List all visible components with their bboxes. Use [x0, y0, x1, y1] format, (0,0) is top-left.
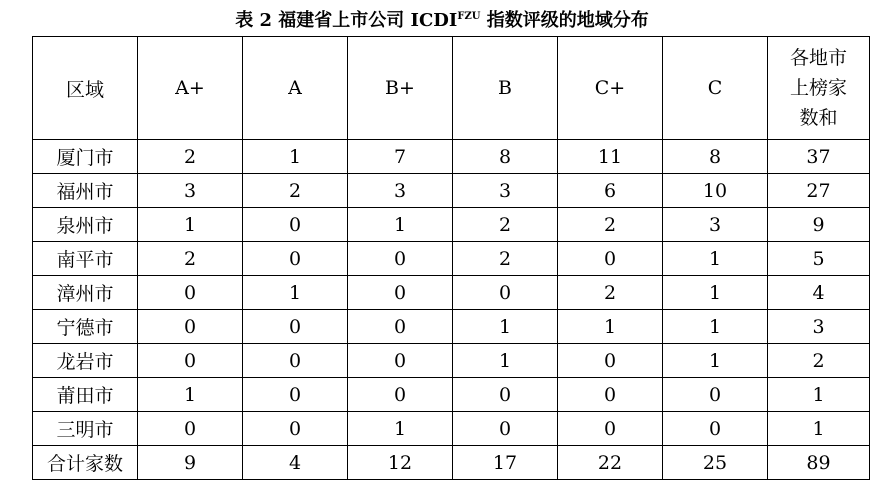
- grade-count-cell: 2: [558, 276, 663, 310]
- grade-count-cell: 1: [138, 208, 243, 242]
- total-cell: 89: [768, 446, 870, 480]
- grade-count-cell: 0: [558, 378, 663, 412]
- grade-count-cell: 1: [663, 276, 768, 310]
- table-row: [33, 208, 870, 242]
- header-total-line: 上榜家: [789, 77, 847, 99]
- grade-count-cell: 0: [243, 310, 348, 344]
- grade-count-cell: 3: [663, 208, 768, 242]
- grade-count-cell: 2: [138, 242, 243, 276]
- grade-count-cell: 1: [663, 344, 768, 378]
- grade-count-cell: 0: [348, 378, 453, 412]
- table-row: [33, 242, 870, 276]
- region-cell: 宁德市: [33, 310, 138, 344]
- grade-count-cell: 0: [243, 412, 348, 446]
- grade-count-cell: 0: [558, 344, 663, 378]
- grade-count-cell: 2: [453, 208, 558, 242]
- grade-count-cell: 0: [138, 344, 243, 378]
- header-total: [768, 37, 870, 140]
- grade-count-cell: 2: [558, 208, 663, 242]
- grade-count-cell: 0: [348, 310, 453, 344]
- caption-prefix: 表 2 福建省上市公司 ICDI: [235, 10, 458, 31]
- grade-count-cell: 0: [138, 412, 243, 446]
- table-caption: [0, 5, 884, 33]
- header-grade-b-plus: B+: [348, 37, 453, 140]
- grade-count-cell: 0: [558, 412, 663, 446]
- total-cell: 9: [768, 208, 870, 242]
- grade-count-cell: 0: [348, 242, 453, 276]
- header-grade-b: B: [453, 37, 558, 140]
- table-row: [33, 344, 870, 378]
- region-cell: 泉州市: [33, 208, 138, 242]
- grade-count-cell: 11: [558, 140, 663, 174]
- table-row: [33, 140, 870, 174]
- table-row: [33, 412, 870, 446]
- total-cell: 1: [768, 378, 870, 412]
- region-cell: 厦门市: [33, 140, 138, 174]
- grade-count-cell: 0: [243, 208, 348, 242]
- grade-count-cell: 7: [348, 140, 453, 174]
- grade-count-cell: 1: [663, 310, 768, 344]
- total-cell: 1: [768, 412, 870, 446]
- grade-count-cell: 0: [243, 242, 348, 276]
- total-cell: 3: [768, 310, 870, 344]
- header-row: [33, 37, 870, 140]
- header-grade-a: A: [243, 37, 348, 140]
- region-cell: 福州市: [33, 174, 138, 208]
- grade-count-cell: 1: [243, 276, 348, 310]
- table-row: [33, 276, 870, 310]
- table-row: [33, 378, 870, 412]
- grade-count-cell: 9: [138, 446, 243, 480]
- grade-count-cell: 1: [663, 242, 768, 276]
- header-grade-c: C: [663, 37, 768, 140]
- grade-count-cell: 12: [348, 446, 453, 480]
- grade-count-cell: 25: [663, 446, 768, 480]
- grade-count-cell: 1: [453, 310, 558, 344]
- grade-count-cell: 3: [453, 174, 558, 208]
- total-cell: 5: [768, 242, 870, 276]
- grade-count-cell: 10: [663, 174, 768, 208]
- total-cell: 27: [768, 174, 870, 208]
- caption-suffix: 指数评级的地域分布: [480, 10, 649, 31]
- header-grade-a-plus: A+: [138, 37, 243, 140]
- grade-count-cell: 1: [558, 310, 663, 344]
- grade-count-cell: 0: [348, 344, 453, 378]
- region-cell: 龙岩市: [33, 344, 138, 378]
- header-total-line: 各地市: [789, 47, 847, 69]
- region-cell: 合计家数: [33, 446, 138, 480]
- regional-rating-table: [32, 36, 870, 480]
- grade-count-cell: 0: [348, 276, 453, 310]
- region-cell: 漳州市: [33, 276, 138, 310]
- grade-count-cell: 0: [558, 242, 663, 276]
- grade-count-cell: 1: [348, 208, 453, 242]
- grade-count-cell: 0: [243, 344, 348, 378]
- grade-count-cell: 0: [138, 310, 243, 344]
- grade-count-cell: 22: [558, 446, 663, 480]
- grade-count-cell: 3: [138, 174, 243, 208]
- table-row: [33, 310, 870, 344]
- table-row: [33, 174, 870, 208]
- grade-count-cell: 0: [663, 378, 768, 412]
- grade-count-cell: 1: [138, 378, 243, 412]
- total-cell: 4: [768, 276, 870, 310]
- grade-count-cell: 2: [453, 242, 558, 276]
- region-cell: 南平市: [33, 242, 138, 276]
- grade-count-cell: 0: [453, 276, 558, 310]
- grade-count-cell: 0: [453, 412, 558, 446]
- total-cell: 37: [768, 140, 870, 174]
- table-body: [33, 140, 870, 480]
- grade-count-cell: 0: [243, 378, 348, 412]
- grade-count-cell: 0: [663, 412, 768, 446]
- grade-count-cell: 1: [453, 344, 558, 378]
- caption-superscript: FZU: [457, 11, 481, 22]
- header-grade-c-plus: C+: [558, 37, 663, 140]
- grade-count-cell: 3: [348, 174, 453, 208]
- region-cell: 三明市: [33, 412, 138, 446]
- grade-count-cell: 8: [663, 140, 768, 174]
- grade-count-cell: 6: [558, 174, 663, 208]
- table-row: [33, 446, 870, 480]
- header-total-line: 数和: [799, 107, 838, 129]
- region-cell: 莆田市: [33, 378, 138, 412]
- grade-count-cell: 1: [348, 412, 453, 446]
- grade-count-cell: 0: [453, 378, 558, 412]
- total-cell: 2: [768, 344, 870, 378]
- grade-count-cell: 1: [243, 140, 348, 174]
- grade-count-cell: 2: [138, 140, 243, 174]
- grade-count-cell: 4: [243, 446, 348, 480]
- grade-count-cell: 2: [243, 174, 348, 208]
- grade-count-cell: 8: [453, 140, 558, 174]
- grade-count-cell: 17: [453, 446, 558, 480]
- header-region: 区域: [33, 37, 138, 140]
- grade-count-cell: 0: [138, 276, 243, 310]
